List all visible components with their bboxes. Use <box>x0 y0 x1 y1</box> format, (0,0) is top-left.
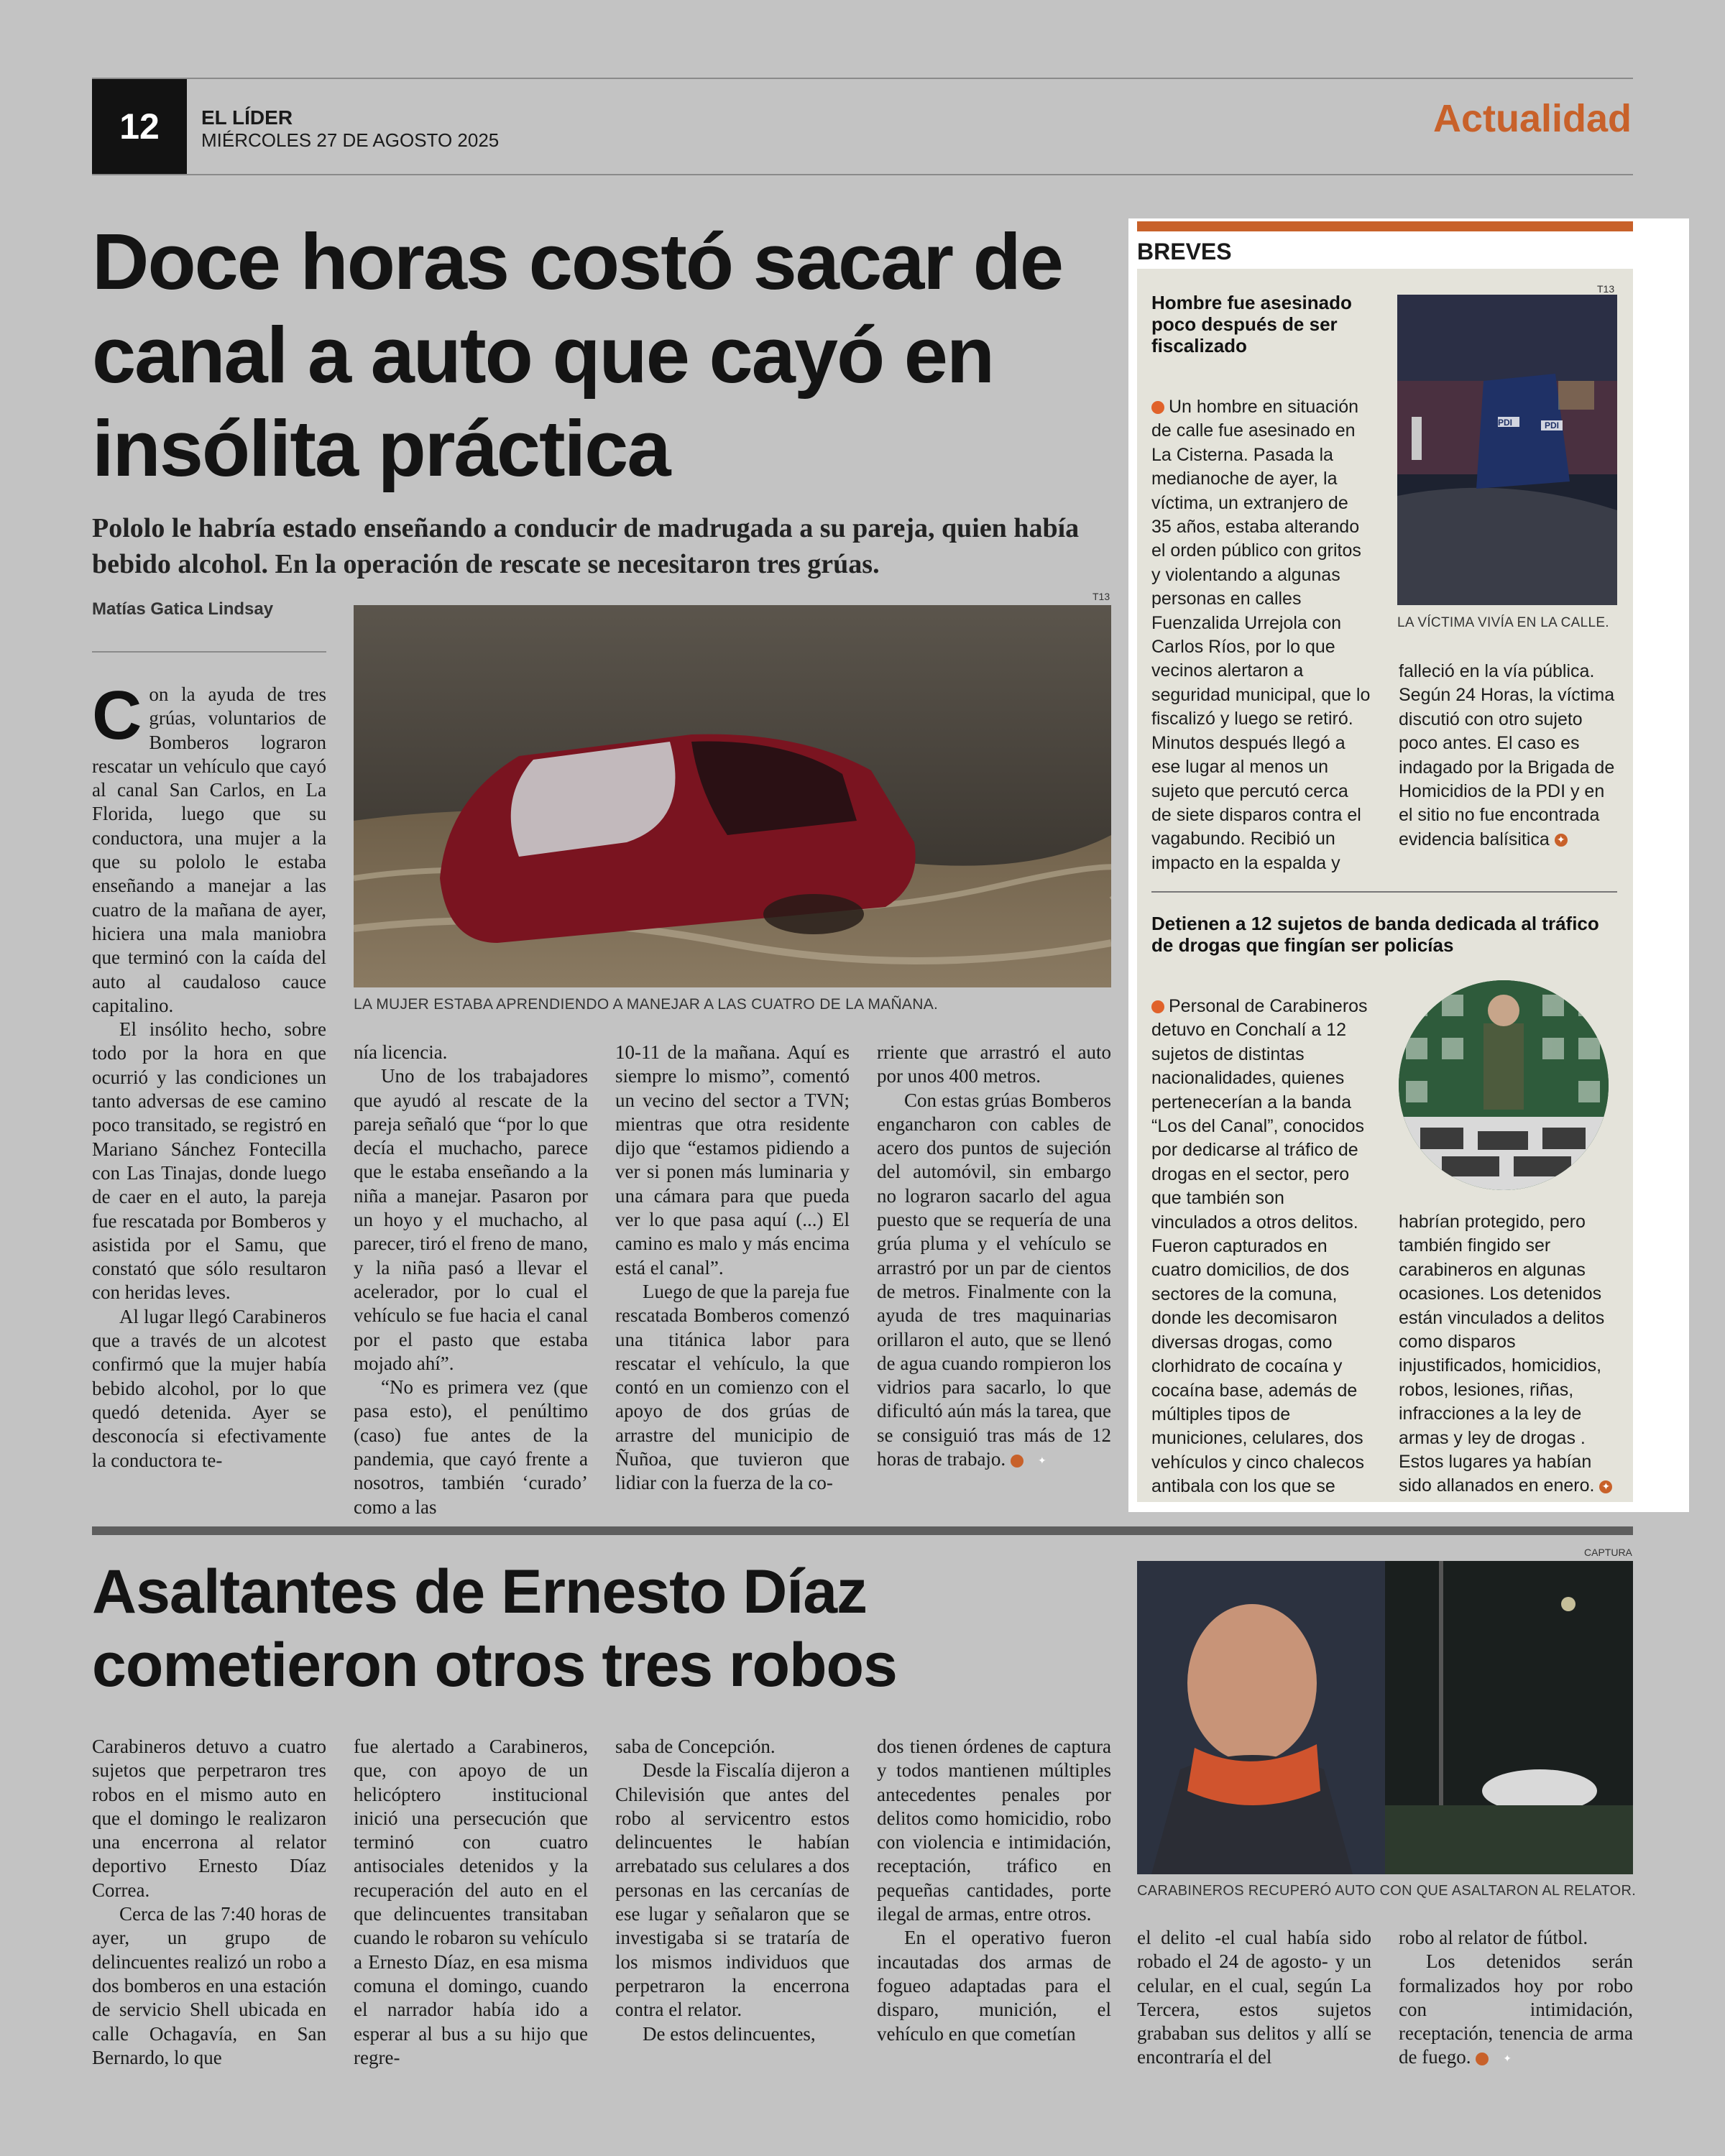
breve2-col1-text: Personal de Carabineros detuvo en Conchalí a 12 sujetos de distintas nacionalidades, quienes pertenecerían a la banda “Los del Canal”, conocidos por dedicarse al tráfico de drogas en el sector, pero que también son vinculados a otros delitos. Fueron capturados en cuatro domicilios, de dos sectores de la comuna, donde les decomisaron diversas drogas, como clorhidrato de cocaína y cocaína base, además de múltiples tipos de municiones, celulares, dos vehículos y cinco chalecos antibala con los que se <box>1151 996 1368 1497</box>
second-col3-p3: De estos delincuentes, <box>643 2022 816 2045</box>
second-col-5 <box>1137 1926 1371 2070</box>
main-col-2 <box>354 1041 588 1519</box>
drug-seizure-photo <box>1399 980 1609 1190</box>
breve1-photo-credit: T13 <box>1597 283 1615 295</box>
breves-label: BREVES <box>1137 239 1232 264</box>
main-col2-p2: Uno de los trabajadores que ayudó al rescate de la pareja señaló que “por lo que decía el muchacho, parece que le estaba enseñando a la niña a manejar. Pasaron por un hoyo y el muchacho, al parecer, tiró el freno de mano, y la niña pasó a llevar el acelerador, por lo cual el vehículo se fue hacia el canal por el pasto que estaba mojado ahí”. <box>354 1065 588 1374</box>
pdi-tent-label-2: PDI <box>1544 420 1560 430</box>
dropcap: C <box>92 677 142 754</box>
second-col2-p1: fue alertado a Carabineros, que, con apoyo de un helicóptero institucional inició una persecución que terminó con cuatro antisociales detenidos y la recuperación del auto en el que delincuentes transitaban cuando le robaron su vehículo a Ernesto Díaz, en esa misma comuna el domingo, cuando el narrador había ido a esperar al bus a su hijo que regre- <box>354 1736 588 2068</box>
page-number: 12 <box>92 79 187 174</box>
breve1-col2-text: falleció en la vía pública. Según 24 Horas, la víctima discutió con otro sujeto poco antes. El caso es indagado por la Brigada de Homicidios de la PDI y en el sitio no fue encontrada evidencia balísitica <box>1399 661 1615 849</box>
breve1-photo-caption: LA VÍCTIMA VIVÍA EN LA CALLE. <box>1397 615 1609 630</box>
breve2-col1 <box>1151 995 1373 1499</box>
breve2-col2-text: habrían protegido, pero también fingido ser carabineros en algunas ocasiones. Los detenidos están vinculados a delitos como disparos injustificados, homicidios, robos, lesiones, riñas, infracciones a la ley de armas y ley de drogas . Estos lugares ya habían sido allanados en enero. <box>1399 1212 1605 1496</box>
main-col2-p1: nía licencia. <box>354 1041 448 1063</box>
car-in-canal-photo <box>354 605 1111 987</box>
second-col3-p2: Desde la Fiscalía dijeron a Chilevisión que antes del robo al servicentro estos delincuentes le habían arrebatado sus celulares a dos personas en las cercanías de ese lugar y señalaron que se investigaba si se trataría de los mismos individuos que perpetraron la encerrona contra el relator. <box>615 1759 850 2021</box>
breve1-col1-text: Un hombre en situación de calle fue asesinado en La Cisterna. Pasada la medianoche de ayer, la víctima, un extranjero de 35 años, estaba alterando el orden público con gritos y violentando a algunas personas en calles Fuenzalida Urrejola con Carlos Ríos, por lo que vecinos alertaron a seguridad municipal, que lo fiscalizó y luego se retiró. Minutos después llegó a ese lugar al menos un sujeto que percutó cerca de siete disparos contra el vagabundo. Recibió un impacto en la espalda y <box>1151 397 1371 873</box>
newspaper-name: EL LÍDER <box>201 106 293 129</box>
section-divider-bar <box>92 1526 1633 1535</box>
end-mark-icon: ✦ <box>1555 834 1568 847</box>
issue-date: MIÉRCOLES 27 DE AGOSTO 2025 <box>201 129 500 151</box>
end-mark-icon: ✦ <box>1011 1455 1024 1468</box>
second-col4-p1: dos tienen órdenes de captura y todos mantienen múltiples antecedentes penales por delitos como homicidio, robo con violencia e intimidación, receptación, tráfico en pequeñas cantidades, porte ilegal de armas, entre otros. <box>877 1736 1111 1925</box>
main-col4-p1: rriente que arrastró el auto por unos 400 metros. <box>877 1041 1111 1087</box>
main-col1-p3: Al lugar llegó Carabineros que a través de un alcotest confirmó que la mujer había bebido alcohol, por lo que quedó detenida. Ayer se desconocía si efectivamente la conductora te- <box>92 1305 326 1471</box>
bullet-dot-icon <box>1151 1000 1164 1013</box>
second-col4-p2: En el operativo fueron incautadas dos armas de fogueo adaptadas para el disparo, munición, el vehículo en que cometían <box>877 1927 1111 2045</box>
main-col1-p1: on la ayuda de tres grúas, voluntarios de Bomberos lograron rescatar un vehículo que cayó al canal San Carlos, en La Florida, luego que su conductora, una mujer a la que su pololo le estaba enseñando a manejar a las cuatro de la mañana de ayer, hiciera una mala maniobra que terminó con la caída del auto al caudaloso cauce capitalino. <box>92 683 326 1016</box>
breve1-col2 <box>1399 660 1617 852</box>
main-col-4 <box>877 1041 1111 1471</box>
main-col-3 <box>615 1041 850 1496</box>
top-rule <box>92 78 1633 79</box>
second-photo-caption: CARABINEROS RECUPERÓ AUTO CON QUE ASALTARON AL RELATOR. <box>1137 1883 1637 1899</box>
pdi-tent-label: PDI <box>1497 418 1513 428</box>
second-col3-p1: saba de Concepción. <box>615 1736 776 1757</box>
second-col6-p2: Los detenidos serán formalizados hoy por robo con intimidación, receptación, tenencia de arma de fuego. <box>1399 1950 1633 2068</box>
main-headline: Doce horas costó sacar de canal a auto que cayó en insólita práctica <box>92 218 1063 493</box>
second-col1-p1: Carabineros detuvo a cuatro sujetos que perpetraron tres robos en el mismo auto en que el domingo le realizaron una encerrona al relator deportivo Ernesto Díaz Correa. <box>92 1736 326 1901</box>
byline-rule <box>92 651 326 653</box>
breve1-col1 <box>1151 395 1373 875</box>
bullet-dot-icon <box>1151 401 1164 414</box>
main-col4-p2: Con estas grúas Bomberos engancharon con cables de acero dos puntos de sujeción del automóvil, sin embargo no lograron sacarlo del agua puesto que se requería de una grúa pluma y el vehículo se arrastró por un par de cientos de metros. Finalmente con la ayuda de tres maquinarias orillaron el auto, que se llenó de agua cuando rompieron los vidrios para sacarlo, lo que dificultó aún más la tarea, que se consiguió tras más de 12 horas de trabajo. <box>877 1089 1111 1470</box>
second-col5-p1: el delito -el cual había sido robado el 24 de agosto- y un celular, en el cual, según La Tercera, estos sujetos grababan sus delitos y allí se encontraría el del <box>1137 1927 1371 2068</box>
breve2-headline: Detienen a 12 sujetos de banda dedicada al tráfico de drogas que fingían ser policías <box>1151 913 1599 956</box>
main-col-1 <box>92 677 326 1473</box>
second-col6-p1: robo al relator de fútbol. <box>1399 1927 1588 1948</box>
relator-photo <box>1137 1561 1633 1874</box>
main-photo-caption: LA MUJER ESTABA APRENDIENDO A MANEJAR A LAS CUATRO DE LA MAÑANA. <box>354 996 939 1013</box>
second-col1-p2: Cerca de las 7:40 horas de ayer, un grupo de delincuentes realizó un robo a dos bomberos en una estación de servicio Shell ubicada en calle Ochagavía, en San Bernardo, lo que <box>92 1903 326 2068</box>
main-col2-p3: “No es primera vez (que pasa esto), el penúltimo (caso) fue antes de la pandemia, que cayó frente a nosotros, también ‘curado’ como a las <box>354 1376 588 1518</box>
main-col3-p2: Luego de que la pareja fue rescatada Bomberos comenzó una titánica labor para rescatar el vehículo, la que contó en un comienzo con el apoyo de dos grúas de arrastre del municipio de Ñuñoa, que tuvieron que lidiar con la fuerza de la co- <box>615 1280 850 1494</box>
second-headline: Asaltantes de Ernesto Díaz cometieron otros tres robos <box>92 1557 897 1700</box>
second-photo-credit: CAPTURA <box>1584 1547 1632 1558</box>
second-col-4 <box>877 1735 1111 2046</box>
byline: Matías Gatica Lindsay <box>92 599 274 619</box>
breve1-headline: Hombre fue asesinado poco después de ser fiscalizado <box>1151 292 1352 356</box>
crime-scene-photo <box>1397 295 1617 605</box>
second-col-1 <box>92 1735 326 2070</box>
header-rule <box>92 174 1633 175</box>
second-col-6 <box>1399 1926 1633 2070</box>
main-col1-p2: El insólito hecho, sobre todo por la hora en que ocurrió y las condiciones un tanto adversas de ese camino poco transitado, se registró en Mariano Sánchez Fontecilla con Las Tinajas, donde luego de caer en el auto, la pareja fue rescatada por Bomberos y asistida por el Samu, que constató que sólo resultaron con heridas leves. <box>92 1018 326 1304</box>
breves-divider <box>1151 891 1617 893</box>
section-title: Actualidad <box>1432 97 1632 140</box>
second-col-2 <box>354 1735 588 2070</box>
breves-accent-bar <box>1137 221 1633 231</box>
main-photo-credit: T13 <box>1092 591 1110 602</box>
main-deck: Pololo le habría estado enseñando a conducir de madrugada a su pareja, quien había bebido alcohol. En la operación de rescate se necesitaron tres grúas. <box>92 513 1080 579</box>
breve2-col2 <box>1399 1210 1617 1498</box>
end-mark-icon: ✦ <box>1476 2053 1489 2065</box>
main-col3-p1: 10-11 de la mañana. Aquí es siempre lo mismo”, comentó un vecino del sector a TVN; mientras que otra residente dijo que “estamos pidiendo a ver si ponen más luminaria y una cámara para que pueda ver lo que pasa aquí (...) El camino es malo y más encima está el canal”. <box>615 1041 850 1279</box>
end-mark-icon: ✦ <box>1599 1480 1612 1493</box>
second-col-3 <box>615 1735 850 2046</box>
